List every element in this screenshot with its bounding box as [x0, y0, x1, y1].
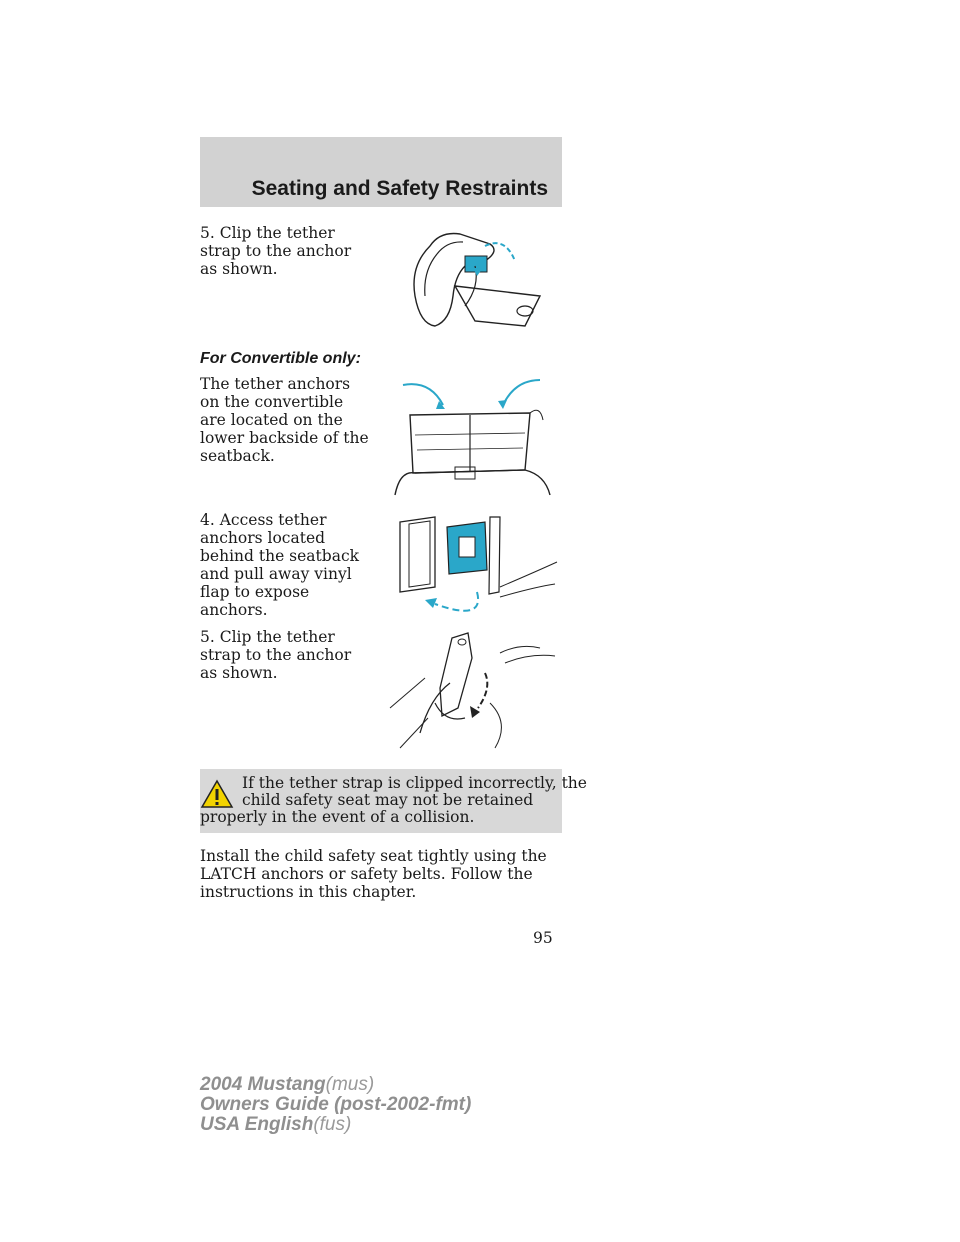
convertible-seat-figure — [385, 375, 555, 500]
warning-line-2: child safety seat may not be retained — [242, 791, 534, 809]
footer-model-code: (mus) — [325, 1074, 375, 1095]
footer-language: USA English — [200, 1114, 314, 1135]
page-number: 95 — [533, 929, 553, 947]
footer-language-code: (fus) — [313, 1114, 352, 1135]
tether-clip-figure-2 — [380, 628, 560, 753]
warning-box — [200, 769, 587, 833]
warning-line-1: If the tether strap is clipped incorrectly, the — [242, 774, 587, 792]
convertible-intro-text: The tether anchors on the convertible are located on the lower backside of the seatback. — [200, 375, 369, 465]
install-instructions: Install the child safety seat tightly using the LATCH anchors or safety belts. Follow the instructions in this chapter. — [200, 847, 547, 901]
footer-model: 2004 Mustang — [200, 1074, 326, 1095]
step-4-text: 4. Access tether anchors located behind the seatback and pull away vinyl flap to expose anchors. — [200, 511, 360, 619]
footer-guide: Owners Guide (post-2002-fmt) — [200, 1094, 472, 1115]
tether-clip-figure-1 — [405, 226, 555, 336]
section-header — [200, 137, 562, 207]
section-title: Seating and Safety Restraints — [251, 177, 548, 200]
document-footer — [200, 1075, 471, 1135]
step-5-coupe-text: 5. Clip the tether strap to the anchor as shown. — [200, 224, 352, 278]
convertible-heading: For Convertible only: — [200, 350, 361, 367]
step-5-convertible-text: 5. Clip the tether strap to the anchor as shown. — [200, 628, 352, 682]
warning-line-3: properly in the event of a collision. — [200, 808, 475, 826]
vinyl-flap-figure — [395, 512, 560, 622]
